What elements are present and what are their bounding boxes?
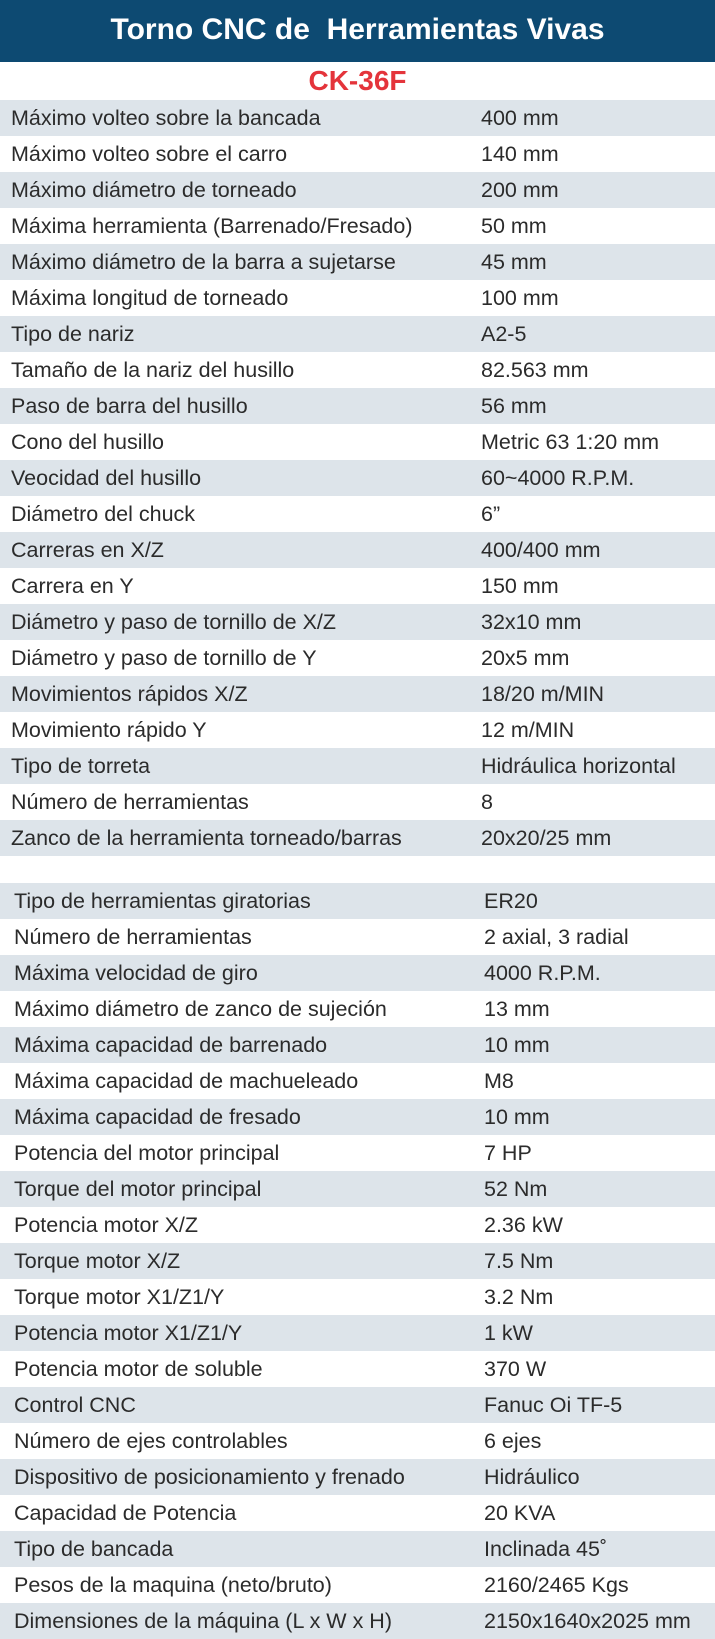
spec-row (0, 1495, 715, 1531)
spec-label: Máximo volteo sobre el carro (11, 141, 288, 166)
spec-label: Diámetro y paso de tornillo de X/Z (11, 609, 337, 634)
spec-row (0, 208, 715, 244)
spec-value: ER20 (484, 888, 538, 913)
spec-value: 20 KVA (484, 1500, 556, 1525)
spec-label: Tipo de torreta (11, 753, 151, 778)
spec-value: 1 kW (484, 1320, 533, 1345)
spec-value: 20x5 mm (481, 645, 570, 670)
spec-value: Hidráulica horizontal (481, 753, 676, 778)
spec-label: Torque motor X/Z (14, 1248, 181, 1273)
spec-label: Número de herramientas (11, 789, 249, 814)
spec-value: Fanuc Oi TF-5 (484, 1392, 623, 1417)
spec-label: Diámetro del chuck (11, 501, 196, 526)
spec-label: Máxima capacidad de fresado (14, 1104, 301, 1129)
spec-label: Máxima capacidad de barrenado (14, 1032, 328, 1057)
spec-label: Máximo diámetro de zanco de sujeción (14, 996, 387, 1021)
spec-row (0, 532, 715, 568)
spec-label: Máxima herramienta (Barrenado/Fresado) (11, 213, 413, 238)
spec-label: Zanco de la herramienta torneado/barras (11, 825, 402, 850)
spec-label: Tamaño de la nariz del husillo (11, 357, 295, 382)
spec-value: 4000 R.P.M. (484, 960, 601, 985)
spec-row (0, 1063, 715, 1099)
spec-row (0, 883, 715, 919)
spec-row (0, 460, 715, 496)
spec-row (0, 604, 715, 640)
spec-value: 2160/2465 Kgs (484, 1572, 629, 1597)
spec-row (0, 676, 715, 712)
spec-value: 7 HP (484, 1140, 532, 1165)
spec-row (0, 1135, 715, 1171)
spec-value: 2 axial, 3 radial (484, 924, 629, 949)
spec-label: Torque del motor principal (14, 1176, 262, 1201)
spec-label: Máxima capacidad de machueleado (14, 1068, 359, 1093)
model-name: CK-36F (308, 65, 407, 96)
spec-value: 12 m/MIN (481, 717, 575, 742)
spec-label: Veocidad del husillo (11, 465, 202, 490)
spec-label: Máximo volteo sobre la bancada (11, 105, 321, 130)
spec-value: 200 mm (481, 177, 559, 202)
spec-value: 8 (481, 789, 493, 814)
spec-table-live-tools (0, 883, 715, 1639)
spec-row (0, 316, 715, 352)
spec-row (0, 991, 715, 1027)
spec-value: 6 ejes (484, 1428, 542, 1453)
spec-label: Máximo diámetro de la barra a sujetarse (11, 249, 396, 274)
spec-value: 20x20/25 mm (481, 825, 612, 850)
spec-value: 18/20 m/MIN (481, 681, 605, 706)
spec-row (0, 1603, 715, 1639)
spec-row (0, 1027, 715, 1063)
spec-value: 3.2 Nm (484, 1284, 554, 1309)
spec-value: 370 W (484, 1356, 547, 1381)
spec-value: 52 Nm (484, 1176, 548, 1201)
spec-label: Tipo de herramientas giratorias (14, 888, 311, 913)
spec-value: Hidráulico (484, 1464, 580, 1489)
spec-value: 32x10 mm (481, 609, 582, 634)
spec-row (0, 1207, 715, 1243)
spec-row (0, 352, 715, 388)
spec-row (0, 1423, 715, 1459)
spec-value: 10 mm (484, 1104, 550, 1129)
spec-value: 82.563 mm (481, 357, 589, 382)
spec-row (0, 1279, 715, 1315)
spec-row (0, 784, 715, 820)
page-title: Torno CNC de Herramientas Vivas (0, 0, 715, 62)
spec-row (0, 496, 715, 532)
spec-row (0, 568, 715, 604)
spec-value: 6” (481, 501, 501, 526)
spec-value: A2-5 (481, 321, 527, 346)
spec-value: 50 mm (481, 213, 547, 238)
spec-row (0, 820, 715, 856)
spec-label: Potencia motor X1/Z1/Y (14, 1320, 243, 1345)
spec-label: Movimientos rápidos X/Z (11, 681, 248, 706)
spec-label: Dispositivo de posicionamiento y frenado (14, 1464, 405, 1489)
spec-label: Máxima longitud de torneado (11, 285, 289, 310)
spec-label: Número de ejes controlables (14, 1428, 288, 1453)
spec-row (0, 1243, 715, 1279)
spec-label: Pesos de la maquina (neto/bruto) (14, 1572, 332, 1597)
spec-row (0, 1315, 715, 1351)
spec-label: Torque motor X1/Z1/Y (14, 1284, 225, 1309)
spec-label: Dimensiones de la máquina (L x W x H) (14, 1608, 392, 1633)
spec-row (0, 748, 715, 784)
spec-value: 140 mm (481, 141, 559, 166)
spec-row (0, 1351, 715, 1387)
spec-row (0, 136, 715, 172)
spec-row (0, 1459, 715, 1495)
spec-row (0, 1567, 715, 1603)
spec-label: Diámetro y paso de tornillo de Y (11, 645, 317, 670)
spec-value: 7.5 Nm (484, 1248, 554, 1273)
spec-value: 60~4000 R.P.M. (481, 465, 635, 490)
spec-value: 400/400 mm (481, 537, 601, 562)
spec-value: M8 (484, 1068, 514, 1093)
spec-label: Potencia motor de soluble (14, 1356, 263, 1381)
spec-value: 56 mm (481, 393, 547, 418)
spec-row (0, 955, 715, 991)
spec-label: Tipo de bancada (14, 1536, 174, 1561)
spec-row (0, 388, 715, 424)
spec-row (0, 919, 715, 955)
spec-table-main (0, 100, 715, 856)
spec-row (0, 1531, 715, 1567)
spec-value: 45 mm (481, 249, 547, 274)
spec-value: 2.36 kW (484, 1212, 563, 1237)
spec-value: 2150x1640x2025 mm (484, 1608, 691, 1633)
spec-value: 13 mm (484, 996, 550, 1021)
spec-label: Potencia motor X/Z (14, 1212, 199, 1237)
spec-label: Cono del husillo (11, 429, 164, 454)
spec-label: Máximo diámetro de torneado (11, 177, 297, 202)
spec-value: 150 mm (481, 573, 559, 598)
spec-row (0, 424, 715, 460)
spec-label: Número de herramientas (14, 924, 252, 949)
spec-row (0, 712, 715, 748)
spec-row (0, 1387, 715, 1423)
spec-label: Capacidad de Potencia (14, 1500, 237, 1525)
spec-value: 400 mm (481, 105, 559, 130)
spec-value: Metric 63 1:20 mm (481, 429, 660, 454)
spec-row (0, 244, 715, 280)
spec-row (0, 1099, 715, 1135)
spec-label: Máxima velocidad de giro (14, 960, 258, 985)
spec-label: Movimiento rápido Y (11, 717, 207, 742)
spec-label: Control CNC (14, 1392, 136, 1417)
spec-value: 100 mm (481, 285, 559, 310)
spec-value: Inclinada 45˚ (484, 1536, 608, 1561)
spec-label: Paso de barra del husillo (11, 393, 248, 418)
spec-label: Carreras en X/Z (11, 537, 164, 562)
spec-row (0, 172, 715, 208)
spec-label: Tipo de nariz (11, 321, 135, 346)
spec-value: 10 mm (484, 1032, 550, 1057)
spec-label: Potencia del motor principal (14, 1140, 280, 1165)
spec-row (0, 280, 715, 316)
spec-row (0, 1171, 715, 1207)
spec-row (0, 640, 715, 676)
spec-row (0, 100, 715, 136)
spec-label: Carrera en Y (11, 573, 134, 598)
